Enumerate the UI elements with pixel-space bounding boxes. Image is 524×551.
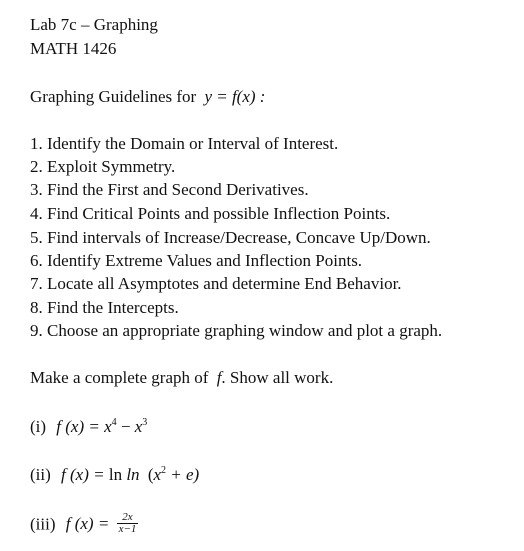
problem-label: (ii) — [30, 465, 51, 484]
problem-paren: ( — [143, 465, 154, 484]
problem-term: x — [104, 417, 112, 436]
problem-ii — [30, 465, 199, 485]
guideline-step: 3. Find the First and Second Derivatives. — [30, 180, 309, 199]
instruction-prefix: Make a complete graph of — [30, 368, 209, 387]
problem-lhs: f (x) = — [61, 465, 109, 484]
problem-term: x — [153, 465, 162, 484]
guideline-step: 2. Exploit Symmetry. — [30, 157, 176, 176]
problem-tail: + e) — [166, 465, 200, 484]
instruction-suffix: . Show all work. — [221, 368, 334, 387]
problem-exponent: 2 — [161, 465, 167, 476]
lab-title: Lab 7c – Graphing — [30, 15, 158, 34]
guideline-step: 6. Identify Extreme Values and Inflection Points. — [30, 251, 363, 270]
guideline-step: 7. Locate all Asymptotes and determine End Behavior. — [30, 274, 402, 293]
guideline-step: 1. Identify the Domain or Interval of Interest. — [30, 134, 339, 153]
course-code: MATH 1426 — [30, 39, 117, 58]
guideline-step: 9. Choose an appropriate graphing window and plot a graph. — [30, 321, 443, 340]
guidelines-heading-text: Graphing Guidelines for — [30, 87, 197, 106]
problem-exponent: 4 — [111, 417, 117, 428]
problem-label: (i) — [30, 417, 47, 436]
problem-fraction — [117, 512, 139, 535]
instruction-function: f — [216, 368, 222, 387]
problem-label: (iii) — [30, 514, 56, 534]
problem-term: x — [134, 417, 143, 436]
problem-lhs: f (x) = — [56, 417, 105, 436]
problem-lhs: f (x) = — [65, 514, 114, 534]
problem-operator: − — [116, 417, 135, 436]
problem-ln-italic: ln — [126, 465, 140, 484]
guidelines-heading — [30, 87, 265, 107]
problem-i — [30, 417, 147, 437]
fraction-numerator: 2x — [117, 512, 139, 524]
guideline-step: 8. Find the Intercepts. — [30, 298, 179, 317]
problem-exponent: 3 — [142, 417, 148, 428]
fraction-denominator: x−1 — [118, 523, 137, 535]
guidelines-heading-math: y = f(x) : — [204, 87, 266, 106]
guideline-step: 4. Find Critical Points and possible Inflection Points. — [30, 204, 391, 223]
instruction — [30, 368, 333, 388]
guideline-step: 5. Find intervals of Increase/Decrease, Concave Up/Down. — [30, 228, 431, 247]
problem-ln: ln — [108, 465, 127, 484]
problem-iii — [30, 511, 138, 537]
